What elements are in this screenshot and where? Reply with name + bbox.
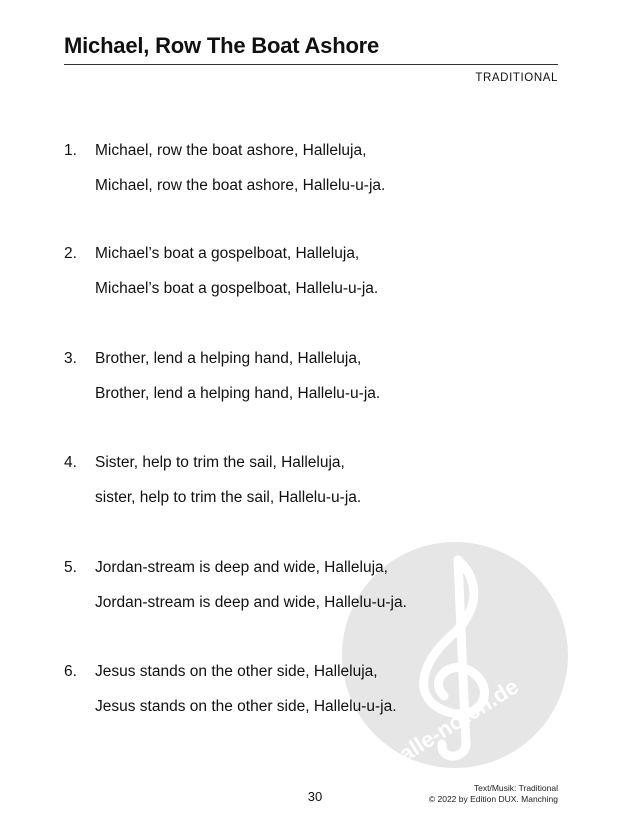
verse-line: Michael, row the boat ashore, Halleluja,: [95, 142, 367, 159]
verse-line: Brother, lend a helping hand, Halleluja,: [95, 350, 362, 367]
verse-number: 5.: [64, 559, 77, 576]
verse-number: 1.: [64, 142, 77, 159]
verse-number: 6.: [64, 663, 77, 680]
verse-number: 3.: [64, 350, 77, 367]
verse-line: Brother, lend a helping hand, Hallelu-u-ja.: [95, 385, 381, 402]
page-title: Michael, Row The Boat Ashore: [64, 33, 380, 58]
verse-number: 4.: [64, 454, 77, 471]
verse-line: Michael’s boat a gospelboat, Hallelu-u-ja.: [95, 280, 379, 297]
page-number: 30: [307, 789, 323, 804]
verse-line: Jordan-stream is deep and wide, Halleluja,: [95, 559, 388, 576]
composer-credit: TRADITIONAL: [475, 72, 558, 84]
copyright-text: © 2022 by Edition DUX. Manching: [428, 794, 558, 804]
title-divider: [64, 64, 558, 65]
watermark-text: alle-noten.de: [394, 673, 523, 767]
verse-line: Michael’s boat a gospelboat, Halleluja,: [95, 245, 360, 262]
footer-credits: [429, 783, 558, 805]
verse-number: 2.: [64, 245, 77, 262]
verse-line: Sister, help to trim the sail, Halleluja,: [95, 454, 345, 471]
credit-text: Text/Musik: Traditional: [473, 783, 558, 793]
verse-line: Michael, row the boat ashore, Hallelu-u-ja.: [95, 177, 386, 194]
verse-line: sister, help to trim the sail, Hallelu-u-ja.: [95, 489, 362, 506]
verse-line: Jesus stands on the other side, Hallelu-u-ja.: [95, 698, 397, 715]
verse-line: Jordan-stream is deep and wide, Hallelu-u-ja.: [95, 594, 407, 611]
verse-line: Jesus stands on the other side, Halleluja,: [95, 663, 378, 680]
